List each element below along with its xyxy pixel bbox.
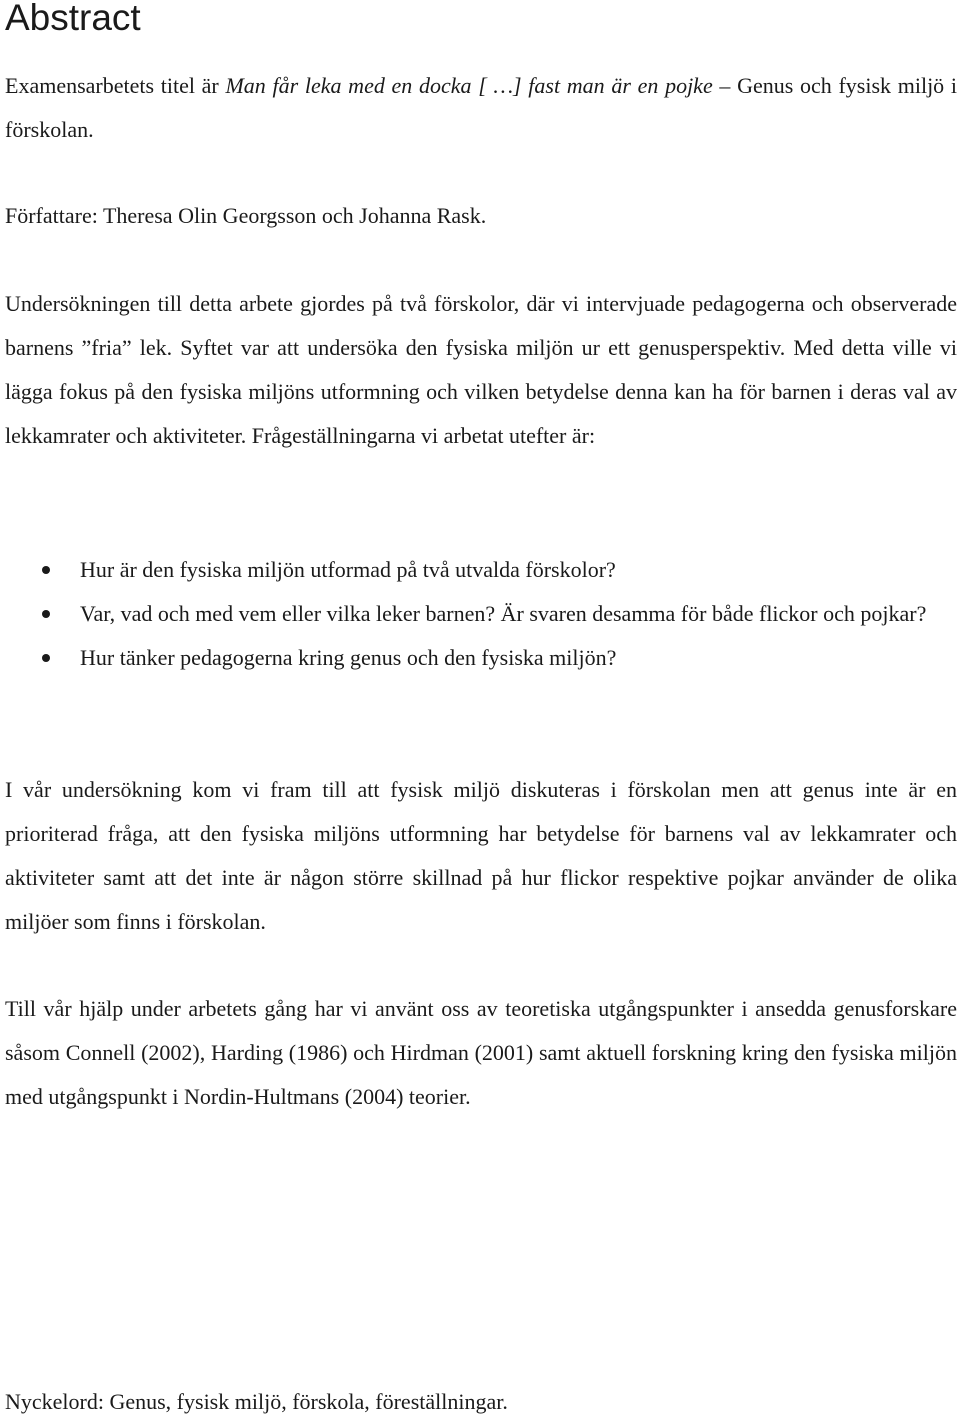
thesis-title-prefix: Examensarbetets titel är — [5, 73, 226, 98]
thesis-title-paragraph — [5, 64, 957, 152]
research-questions-list — [5, 548, 960, 680]
page-title: Abstract — [5, 0, 141, 38]
list-item — [5, 548, 960, 592]
question-text: Var, vad och med vem eller vilka leker barnen? Är svaren desamma för både flickor och pojkar? — [80, 601, 927, 626]
list-item — [5, 636, 960, 680]
results-paragraph: I vår undersökning kom vi fram till att fysisk miljö diskuteras i förskolan men att genus inte är en prioriterad fråga, att den fysiska miljöns utformning har betydelse för barnens val av lekkamrater och aktiviteter samt att det inte är någon större skillnad på hur flickor respektive pojkar använder de olika miljöer som finns i förskolan. — [5, 777, 957, 934]
theory-paragraph: Till vår hjälp under arbetets gång har vi använt oss av teoretiska utgångspunkter i ansedda genusforskare såsom Connell (2002), Harding (1986) och Hirdman (2001) samt aktuell forskning kring den fysiska miljön med utgångspunkt i Nordin-Hultmans (2004) teorier. — [5, 996, 957, 1109]
thesis-title-suffix: – Genus och fysisk miljö i förskolan. — [5, 73, 957, 142]
bullet-icon — [42, 654, 50, 662]
study-paragraph: Undersökningen till detta arbete gjordes på två förskolor, där vi intervjuade pedagogerna och observerade barnens ”fria” lek. Syftet var att undersöka den fysiska miljön ur ett genusperspektiv. Med detta ville vi lägga fokus på den fysiska miljöns utformning och vilken betydelse denna kan ha för barnen i deras val av lekkamrater och aktiviteter. Frågeställningarna vi arbetat utefter är: — [5, 291, 957, 448]
authors-line: Författare: Theresa Olin Georgsson och Johanna Rask. — [5, 203, 487, 228]
thesis-title-italic: Man får leka med en docka [ …] fast man är en pojke — [225, 73, 713, 98]
bullet-icon — [42, 566, 50, 574]
bullet-icon — [42, 610, 50, 618]
question-text: Hur tänker pedagogerna kring genus och den fysiska miljön? — [80, 645, 617, 670]
question-text: Hur är den fysiska miljön utformad på två utvalda förskolor? — [80, 557, 616, 582]
keywords-line: Nyckelord: Genus, fysisk miljö, förskola, föreställningar. — [5, 1389, 508, 1414]
list-item — [5, 592, 960, 636]
